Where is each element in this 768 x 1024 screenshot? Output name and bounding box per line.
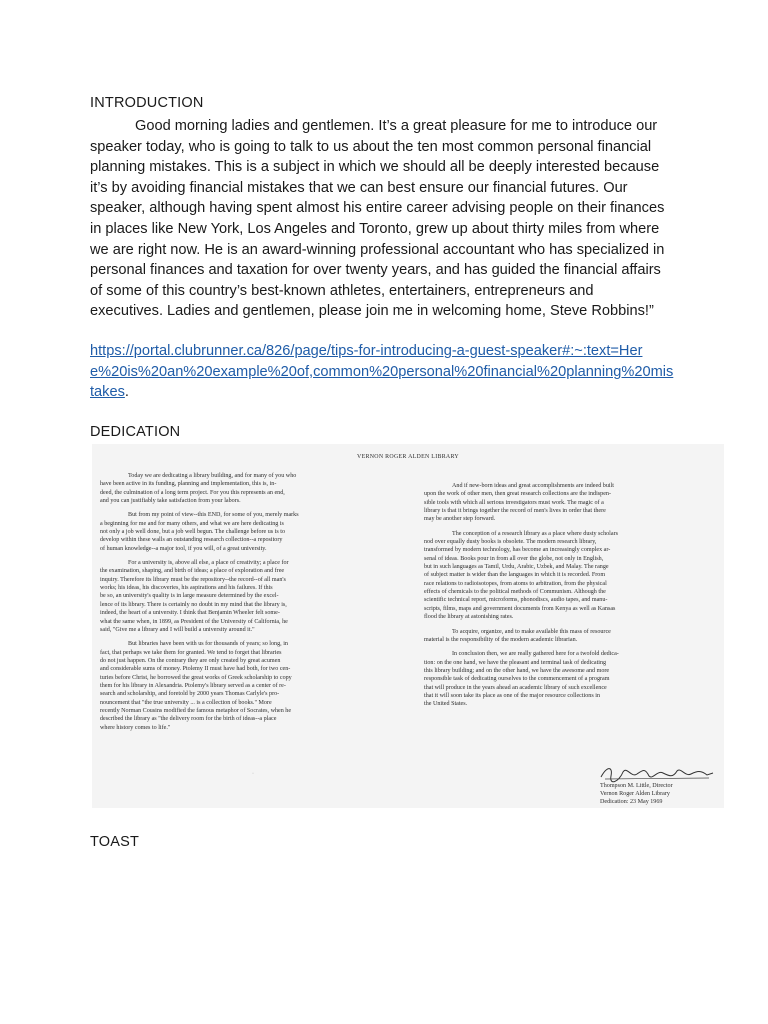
- link-trailing-period: .: [124, 384, 129, 400]
- scan-paragraph: [424, 530, 716, 622]
- scan-line: sible tools with which all serious investigators must work. The magic of a: [424, 499, 604, 506]
- scan-line: inquiry. Therefore its library must be the repository--the record--of all man's: [100, 576, 286, 583]
- scan-line: them for his library in Alexandria. Ptolemy's library served as a center of re-: [100, 682, 286, 689]
- scan-paragraph: [100, 559, 386, 634]
- scan-line: scientific technical report, microforms, phonodiscs, audio tapes, and manu-: [424, 597, 608, 604]
- scan-line: that will produce in the years ahead an academic library of such excellence: [424, 684, 607, 691]
- scan-line: a beginning for me and for many others, and what we are here dedicating is: [100, 520, 284, 527]
- scan-line: responsible task of dedicating ourselves to the commencement of a program: [424, 676, 610, 683]
- intro-line: in places like New York, Los Angeles and Toronto, grew up about thirty miles from where: [90, 220, 660, 237]
- signature-block: [600, 782, 673, 807]
- scan-line: have been active in its funding, planning and implementation, this is, in-: [100, 481, 277, 488]
- intro-line: personal finances and taxation for over twenty years, and has guided the financial affairs: [90, 262, 661, 279]
- scan-line: turies before Christ, he borrowed the great works of Greek scholarship to copy: [100, 674, 292, 681]
- scan-paragraph: [424, 628, 716, 645]
- scan-line: tion: on the one hand, we have the pleasant and terminal task of dedicating: [424, 659, 607, 666]
- scan-line: the United States.: [424, 701, 468, 708]
- scan-line: but in such languages as Tamil, Urdu, Arabic, Uzbek, and Malay. The range: [424, 564, 609, 571]
- introduction-paragraph: [90, 116, 690, 322]
- scan-line: flood the library at astonishing rates.: [424, 614, 514, 621]
- heading-introduction: INTRODUCTION: [90, 95, 204, 111]
- scan-line: The conception of a research library as a place where dusty scholars: [452, 530, 618, 537]
- scan-line: indeed, the heart of a university. I think that Benjamin Wheeler felt some-: [100, 610, 280, 617]
- scan-line: the examination, shaping, and birth of ideas; a place of exploration and free: [100, 568, 285, 575]
- scan-line: In conclusion then, we are really gathered here for a twofold dedica-: [452, 651, 619, 658]
- scan-paragraph: [424, 650, 716, 708]
- signature-line: Thompson M. Little, Director: [600, 783, 673, 789]
- scan-line: nod over equally dusty books is obsolete. The modern research library,: [424, 539, 597, 546]
- intro-line: speaker, although having spent almost his entire career advising people on their finances: [90, 200, 665, 217]
- source-link-block: [90, 341, 690, 403]
- scan-line: senal of ideas. Books pour in from all over the globe, not only in English,: [424, 555, 604, 562]
- scan-line: not only a job well done, but a job well begun. The challenge before us is to: [100, 529, 286, 536]
- signature-line: Dedication: 23 May 1969: [600, 799, 663, 806]
- scan-line: do not just happen. On the contrary they are only created by great acumen: [100, 657, 281, 664]
- intro-line: speaker today, who is going to talk to us about the ten most common personal financial: [90, 138, 652, 155]
- scan-line: material is the responsibility of the modern academic librarian.: [424, 636, 578, 643]
- scan-line: and you can justifiably take satisfaction from your labors.: [100, 498, 241, 505]
- heading-toast: TOAST: [90, 834, 140, 850]
- scan-line: upon the work of other men, then great research collections are the indispen-: [424, 491, 611, 498]
- scan-line: For a university is, above all else, a place of creativity; a place for: [128, 560, 289, 567]
- scan-line: scripts, films, maps and government documents from Kenya as well as Kansas: [424, 605, 616, 612]
- scan-paragraph: [424, 482, 716, 524]
- source-link-line[interactable]: takes: [90, 384, 125, 400]
- scan-line: develop within these walls an outstanding research collection--a repository: [100, 537, 283, 544]
- intro-line: we are right now. He is an award-winning professional accountant who has specialized in: [90, 241, 665, 258]
- scan-right-column: [424, 482, 716, 715]
- source-link-line[interactable]: e%20is%20an%20example%20of,common%20personal%20financial%20planning%20mis: [90, 363, 674, 380]
- scan-line: may be another step forward.: [424, 516, 496, 523]
- scan-line: To acquire, organize, and to make available this mass of resource: [452, 628, 611, 635]
- scan-left-column: [100, 472, 386, 738]
- signature-image: [597, 762, 717, 784]
- scan-line: of subject matter is wider than the languages in which it is recorded. From: [424, 572, 606, 579]
- scan-line: described the library as "the delivery room for the birth of ideas--a place: [100, 716, 277, 723]
- scan-line: effects of chemicals to the political methods of Communism. Although the: [424, 589, 606, 596]
- scan-paragraph: [100, 640, 386, 732]
- intro-line: planning mistakes. This is a subject in which we should all be deeply interested because: [90, 159, 660, 176]
- scan-line: where history comes to life.": [100, 724, 171, 731]
- scan-line: fact, that perhaps we take them for granted. We tend to forget that libraries: [100, 649, 282, 656]
- scan-line: library is that it brings together the record of men's lives in order that there: [424, 508, 606, 515]
- scan-line: transformed by modern technology, has become an increasingly complex ar-: [424, 547, 611, 554]
- intro-line: executives. Ladies and gentlemen, please join me in welcoming home, Steve Robbins!”: [90, 303, 654, 320]
- heading-dedication: DEDICATION: [90, 424, 181, 440]
- scan-line: search and scholarship, and foretold by 2000 years Thomas Carlyle's pro-: [100, 691, 280, 698]
- intro-line: it’s by avoiding financial mistakes that we can best ensure our financial futures. Our: [90, 179, 628, 196]
- scan-line: Today we are dedicating a library building, and for many of you who: [128, 473, 297, 479]
- dedication-scanned-image: [92, 444, 724, 808]
- scan-line: that it will soon take its place as one of the major resource collections in: [424, 692, 600, 699]
- scan-line: deed, the culmination of a long term project. For you this represents an end,: [100, 489, 285, 496]
- scan-line: recently Norman Cousins modified the famous metaphor of Socrates, when he: [100, 707, 292, 714]
- scan-line: lence of its library. There is certainly no doubt in my mind that the library is,: [100, 601, 287, 608]
- signature-line: Vernon Roger Alden Library: [600, 791, 670, 798]
- scan-paragraph: [100, 472, 386, 505]
- scan-line: And if new-born ideas and great accomplishments are indeed built: [452, 483, 614, 489]
- intro-line: of some of this country’s best-known athletes, entertainers, entrepreneurs and: [90, 282, 594, 299]
- scan-line: works; his ideas, his discoveries, his aspirations and his failures. If this: [100, 585, 273, 592]
- intro-line: Good morning ladies and gentlemen. It’s a great pleasure for me to introduce our: [135, 118, 658, 134]
- scan-line: race relations to radioisotopes, from atoms to arbitration, from the physical: [424, 580, 607, 587]
- scan-speck: ·: [252, 771, 254, 777]
- scan-line: But libraries have been with us for thousands of years; so long, in: [128, 641, 288, 648]
- scan-line: what the same when, in 1899, as President of the University of California, he: [100, 618, 288, 625]
- scan-line: be so, an university's quality is in large measure determined by the excel-: [100, 593, 279, 600]
- scan-paragraph: [100, 511, 386, 553]
- scan-line: nouncement that "the true university ... is a collection of books." More: [100, 699, 272, 706]
- scan-line: and considerable sums of money. Ptolemy II must have had both, for two cen-: [100, 666, 291, 673]
- scan-line: of human knowledge--a major tool, if you will, of a great university.: [100, 545, 267, 552]
- scan-line: said, "Give me a library and I will build a university around it.": [100, 626, 255, 633]
- scan-line: But from my point of view--this END, for some of you, merely marks: [128, 512, 299, 519]
- scan-title: VERNON ROGER ALDEN LIBRARY: [357, 454, 459, 460]
- source-link-line[interactable]: https://portal.clubrunner.ca/826/page/tips-for-introducing-a-guest-speaker#:~:text=Her: [90, 343, 643, 359]
- scan-line: this library building; and on the other hand, we have the awesome and more: [424, 667, 610, 674]
